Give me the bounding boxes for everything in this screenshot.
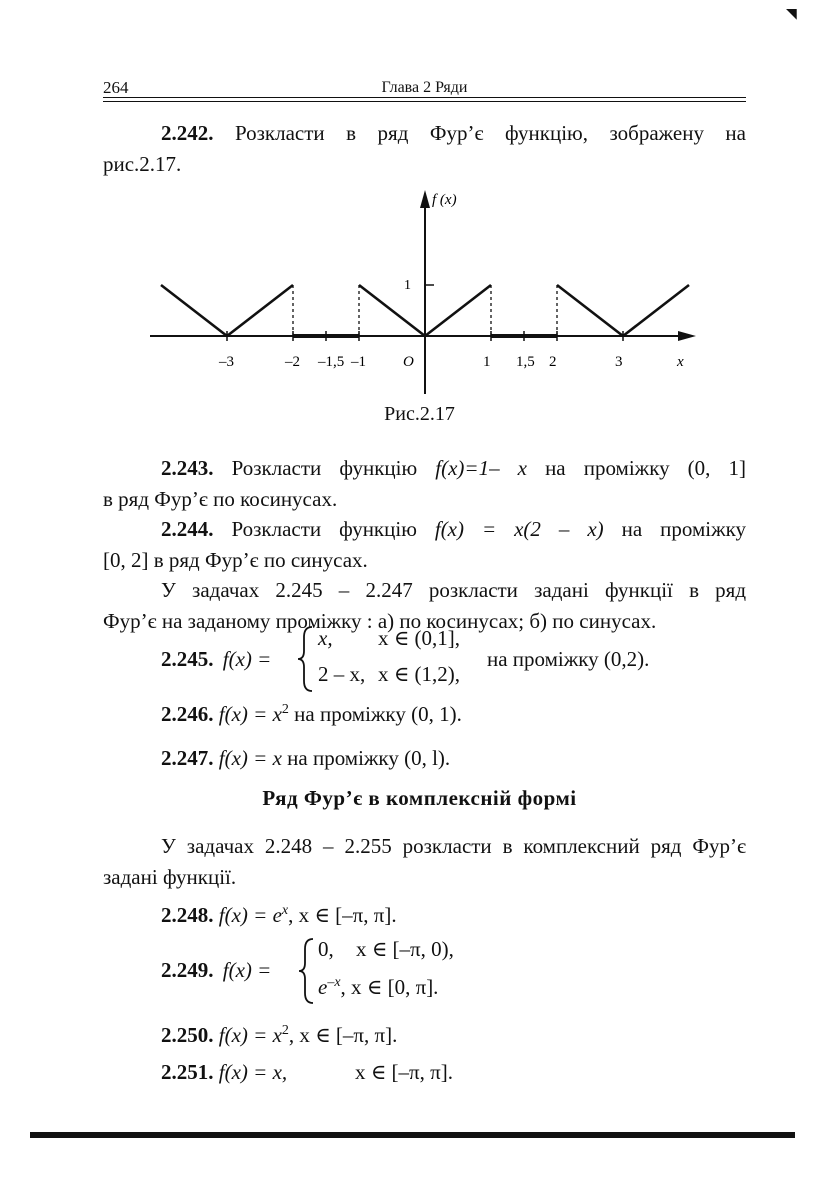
problem-2-243-line2: в ряд Фур’є по косинусах. bbox=[103, 487, 338, 511]
equation-lhs: f(x) = x bbox=[218, 702, 282, 726]
tasks-intro-line1: У задачах 2.245 – 2.247 розкласти задані функції в ряд bbox=[161, 578, 746, 602]
equation-2-251 bbox=[161, 1060, 287, 1085]
equation-2-248 bbox=[161, 903, 397, 928]
exponent: 2 bbox=[281, 1023, 289, 1038]
equation-2-250 bbox=[161, 1023, 397, 1048]
problem-text: на проміжку (0, 1] bbox=[526, 456, 747, 480]
equation-2-249 bbox=[161, 958, 271, 983]
y-tick-label: 1 bbox=[404, 278, 411, 293]
case-2-value: 2 – x, bbox=[318, 662, 366, 686]
page-header bbox=[103, 78, 746, 98]
problem-text: Розкласти функцію bbox=[213, 456, 436, 480]
tasks2-intro-line2: задані функції. bbox=[103, 865, 237, 889]
problem-number: 2.243. bbox=[161, 456, 214, 480]
x-tick-label: –1 bbox=[351, 354, 366, 370]
exponent: x bbox=[281, 903, 289, 918]
equation-lhs: f(x) = x, bbox=[218, 1060, 288, 1084]
x-tick-label: 3 bbox=[615, 354, 623, 370]
tasks2-intro-line1: У задачах 2.248 – 2.255 розкласти в комплексний ряд Фур’є bbox=[161, 834, 746, 858]
function-segment bbox=[557, 285, 689, 336]
problem-text: на проміжку bbox=[603, 517, 746, 541]
problem-2-242-line1 bbox=[103, 118, 746, 149]
x-axis-label: x bbox=[677, 354, 684, 370]
case-2-domain: , x ∈ [0, π]. bbox=[340, 975, 439, 999]
problem-2-243-line1 bbox=[103, 453, 746, 484]
formula: f(x) = x(2 – x) bbox=[434, 517, 604, 541]
figure-2-17 bbox=[140, 186, 700, 401]
problem-number: 2.245. bbox=[161, 647, 214, 671]
case-1-value: 0, bbox=[318, 937, 334, 961]
formula: f(x)=1– x bbox=[435, 456, 527, 480]
x-tick-label: 1 bbox=[483, 354, 491, 370]
equation-lhs: f(x) = e bbox=[218, 903, 282, 927]
x-tick-label: O bbox=[403, 354, 414, 370]
figure-caption: Рис.2.17 bbox=[384, 403, 455, 425]
equation-2-246 bbox=[161, 702, 462, 727]
header-rule bbox=[103, 97, 746, 98]
equation-tail: , x ∈ [–π, π]. bbox=[288, 903, 397, 927]
equation-tail: x ∈ [–π, π]. bbox=[355, 1060, 453, 1084]
problem-number: 2.247. bbox=[161, 746, 214, 770]
case-2-value bbox=[318, 975, 438, 1000]
function-segment bbox=[161, 285, 293, 336]
bottom-rule bbox=[30, 1132, 795, 1138]
corner-mark: ◥ bbox=[786, 7, 797, 22]
x-tick-label: –3 bbox=[219, 354, 234, 370]
equation-tail: на проміжку (0, 1). bbox=[288, 702, 462, 726]
page-number: 264 bbox=[103, 78, 129, 97]
tasks-intro-line2: Фур’є на заданому проміжку : а) по косинусах; б) по синусах. bbox=[103, 609, 657, 633]
section-title: Ряд Фур’є в комплексній формі bbox=[262, 786, 577, 810]
case-1-domain: x ∈ (0,1], bbox=[378, 626, 461, 650]
problem-2-242-line2: рис.2.17. bbox=[103, 152, 182, 176]
case-1-domain: x ∈ [–π, 0), bbox=[356, 937, 454, 961]
problem-2-244-line1 bbox=[103, 514, 746, 545]
problem-number: 2.251. bbox=[161, 1060, 214, 1084]
y-axis-label: f (x) bbox=[432, 192, 457, 208]
case-1-value: x, bbox=[318, 626, 333, 650]
exponent: –x bbox=[327, 975, 341, 990]
x-tick-label: 1,5 bbox=[516, 354, 535, 370]
case-2-domain: x ∈ (1,2), bbox=[378, 662, 461, 686]
equation-lhs: f(x) = x bbox=[218, 746, 282, 770]
chapter-title: Глава 2 Ряди bbox=[381, 79, 468, 96]
equation-lhs: f(x) = bbox=[222, 647, 272, 671]
equation-tail: на проміжку (0, l). bbox=[281, 746, 451, 770]
equation-tail: , x ∈ [–π, π]. bbox=[288, 1023, 398, 1047]
y-axis-arrow bbox=[420, 190, 430, 208]
equation-tail: на проміжку (0,2). bbox=[487, 647, 650, 671]
problem-text: Розкласти функцію bbox=[213, 517, 435, 541]
exponent: 2 bbox=[281, 702, 289, 717]
problem-number: 2.250. bbox=[161, 1023, 214, 1047]
problem-number: 2.249. bbox=[161, 958, 214, 982]
case-2-base: e bbox=[318, 975, 328, 999]
problem-number: 2.248. bbox=[161, 903, 214, 927]
equation-lhs: f(x) = bbox=[222, 958, 272, 982]
header-rule-thin bbox=[103, 101, 746, 102]
brace bbox=[296, 625, 316, 693]
problem-number: 2.244. bbox=[161, 517, 214, 541]
problem-number: 2.242. bbox=[161, 121, 214, 145]
problem-number: 2.246. bbox=[161, 702, 214, 726]
x-tick-label: –2 bbox=[285, 354, 300, 370]
equation-2-247 bbox=[161, 746, 450, 771]
x-tick-label: –1,5 bbox=[318, 354, 345, 370]
equation-2-245 bbox=[161, 647, 271, 672]
problem-2-244-line2: [0, 2] в ряд Фур’є по синусах. bbox=[103, 548, 368, 572]
brace bbox=[297, 937, 317, 1005]
problem-text: Розкласти в ряд Фур’є функцію, зображену на bbox=[213, 121, 746, 145]
x-axis-arrow bbox=[678, 331, 696, 341]
equation-lhs: f(x) = x bbox=[218, 1023, 282, 1047]
x-tick-label: 2 bbox=[549, 354, 557, 370]
